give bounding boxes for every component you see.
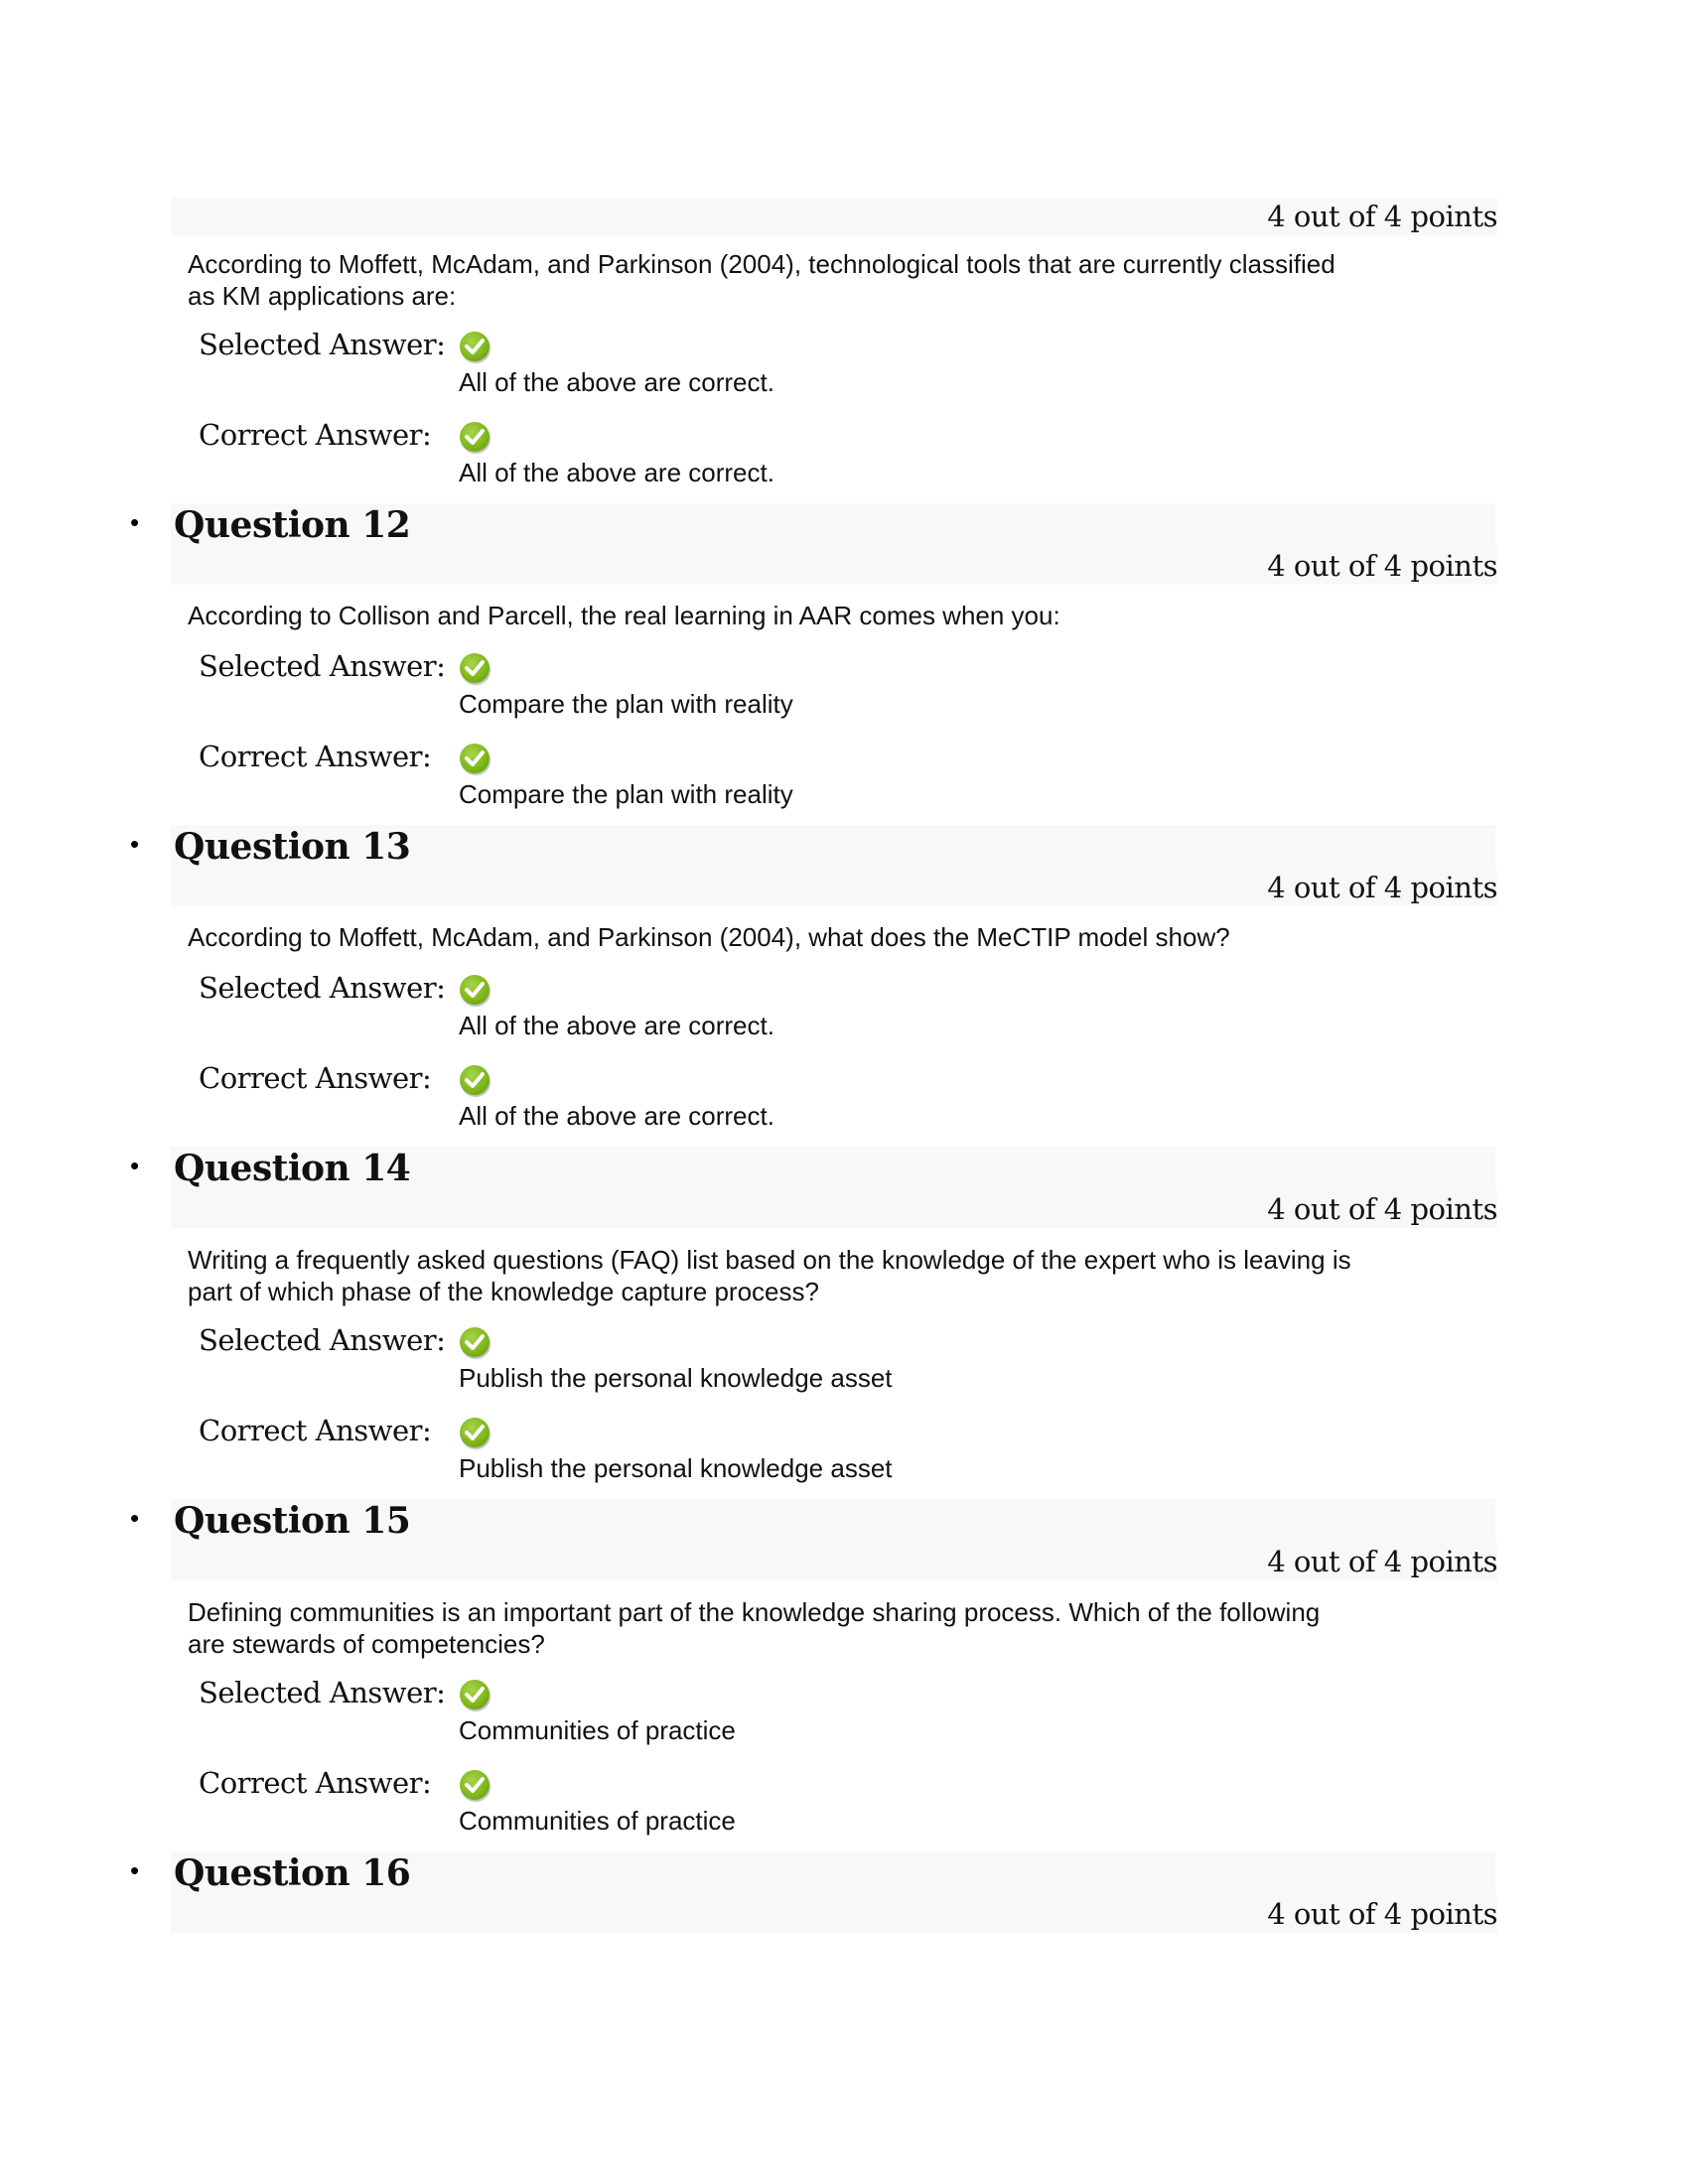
correct-answer-text: Compare the plan with reality (459, 779, 793, 809)
question-text-line: According to Collison and Parcell, the real learning in AAR comes when you: (188, 601, 1060, 630)
question-header (121, 1499, 1495, 1543)
selected-answer-label: Selected Answer: (199, 1323, 446, 1357)
bullet: • (121, 1147, 171, 1190)
check-circle-icon (460, 653, 490, 683)
check-circle-icon (460, 975, 490, 1005)
question-header (121, 1147, 1495, 1190)
points-score: 4 out of 4 points (1267, 1192, 1497, 1226)
question-title: Question 13 (174, 826, 411, 868)
question-title: Question 15 (174, 1500, 411, 1542)
correct-answer-label: Correct Answer: (199, 418, 432, 452)
question-text (188, 248, 1439, 312)
question-text-line: According to Moffett, McAdam, and Parkinson (2004), technological tools that are currently classified (188, 249, 1336, 279)
question-header (121, 1851, 1495, 1895)
check-circle-icon (460, 1418, 490, 1447)
check-circle-icon (460, 1065, 490, 1095)
question-text (188, 921, 1439, 953)
selected-answer-text: All of the above are correct. (459, 367, 774, 397)
selected-answer-label: Selected Answer: (199, 971, 446, 1005)
question-title: Question 16 (174, 1852, 411, 1894)
question-title: Question 12 (174, 504, 411, 546)
points-score: 4 out of 4 points (1267, 200, 1497, 233)
question-text-line: part of which phase of the knowledge capture process? (188, 1277, 819, 1306)
points-bar (171, 547, 1497, 585)
selected-answer-text: Publish the personal knowledge asset (459, 1363, 893, 1393)
check-circle-icon (460, 332, 490, 361)
correct-answer-label: Correct Answer: (199, 1414, 432, 1447)
selected-answer-text: Communities of practice (459, 1715, 736, 1745)
question-text-line: Writing a frequently asked questions (FAQ) list based on the knowledge of the expert who is leaving is (188, 1245, 1351, 1275)
correct-answer-label: Correct Answer: (199, 740, 432, 773)
check-circle-icon (460, 744, 490, 773)
points-bar (171, 1543, 1497, 1580)
points-bar (171, 198, 1497, 235)
question-text-line: Defining communities is an important part of the knowledge sharing process. Which of the following (188, 1597, 1321, 1627)
selected-answer-label: Selected Answer: (199, 1676, 446, 1709)
bullet: • (121, 825, 171, 869)
selected-answer-label: Selected Answer: (199, 328, 446, 361)
points-score: 4 out of 4 points (1267, 1897, 1497, 1931)
question-header (121, 503, 1495, 547)
question-text (188, 600, 1439, 631)
question-text-line: as KM applications are: (188, 281, 457, 311)
question-title: Question 14 (174, 1148, 411, 1189)
points-score: 4 out of 4 points (1267, 1545, 1497, 1578)
check-circle-icon (460, 1327, 490, 1357)
question-text-line: According to Moffett, McAdam, and Parkinson (2004), what does the MeCTIP model show? (188, 922, 1230, 952)
points-score: 4 out of 4 points (1267, 549, 1497, 583)
bullet: • (121, 1851, 171, 1895)
check-circle-icon (460, 422, 490, 452)
points-bar (171, 869, 1497, 906)
selected-answer-text: Compare the plan with reality (459, 689, 793, 719)
check-circle-icon (460, 1770, 490, 1800)
correct-answer-text: Communities of practice (459, 1806, 736, 1836)
question-text-line: are stewards of competencies? (188, 1629, 545, 1659)
correct-answer-text: All of the above are correct. (459, 1101, 774, 1131)
bullet: • (121, 1499, 171, 1543)
selected-answer-text: All of the above are correct. (459, 1011, 774, 1040)
points-bar (171, 1895, 1497, 1933)
correct-answer-text: All of the above are correct. (459, 458, 774, 487)
bullet: • (121, 503, 171, 547)
correct-answer-label: Correct Answer: (199, 1061, 432, 1095)
check-circle-icon (460, 1680, 490, 1709)
question-text (188, 1244, 1439, 1307)
selected-answer-label: Selected Answer: (199, 649, 446, 683)
correct-answer-label: Correct Answer: (199, 1766, 432, 1800)
question-text (188, 1596, 1439, 1660)
correct-answer-text: Publish the personal knowledge asset (459, 1453, 893, 1483)
points-bar (171, 1190, 1497, 1228)
question-header (121, 825, 1495, 869)
points-score: 4 out of 4 points (1267, 871, 1497, 904)
